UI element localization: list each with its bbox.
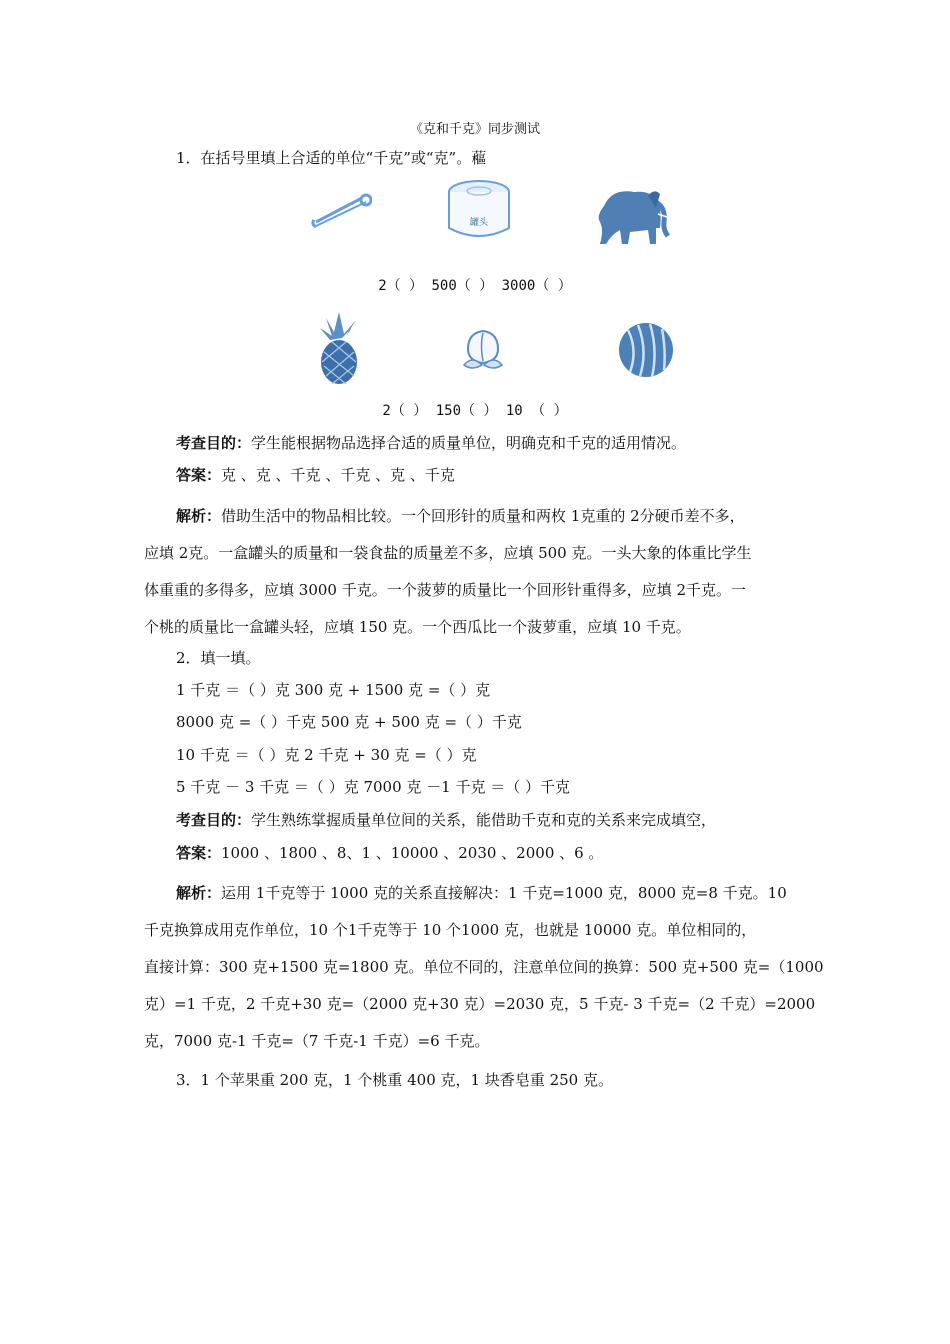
q2-answer-text: 1000 、1800 、8、1 、10000 、2030 、2000 、6 。 xyxy=(221,844,604,862)
page-title: 《克和千克》同步测试 xyxy=(409,122,540,137)
q2-purpose-text: 学生熟练掌握质量单位间的关系，能借助千克和克的关系来完成填空， xyxy=(251,811,717,829)
q2-item: 8000 克 =（ ）千克 500 克 + 500 克 =（ ）千克 xyxy=(176,713,522,731)
q1-analysis-text: 借助生活中的物品相比较。一个回形针的质量和两枚 1克重的 2分硬币差不多， xyxy=(221,507,745,525)
q1-analysis-line: 个桃的质量比一盒罐头轻，应填 150 克。一个西瓜比一个菠萝重，应填 10 千克。 xyxy=(144,618,691,636)
q1-row2-caption: 2（ ） 150（ ） 10 （ ） xyxy=(382,403,568,419)
q1-analysis-label: 解析： xyxy=(176,507,222,525)
q1-purpose xyxy=(176,432,686,453)
q1-purpose-text: 学生能根据物品选择合适的质量单位，明确克和千克的适用情况。 xyxy=(251,434,687,452)
q2-analysis-line xyxy=(176,882,787,903)
q2-item: 1 千克 ＝（ ）克 300 克 + 1500 克 =（ ）克 xyxy=(176,681,491,699)
q1-analysis-line: 应填 2克。一盒罐头的质量和一袋食盐的质量差不多，应填 500 克。一头大象的体重比学生 xyxy=(144,544,752,562)
q2-analysis-line: 千克换算成用克作单位，10 个1千克等于 10 个1000 克，也就是 10000 克。单位相同的， xyxy=(144,921,757,939)
peach-icon xyxy=(458,325,508,373)
q2-purpose-label: 考查目的： xyxy=(176,811,252,829)
q1-answer-label: 答案： xyxy=(176,466,222,484)
can-label: 罐头 xyxy=(469,218,489,228)
can-icon xyxy=(443,178,515,244)
watermelon-icon xyxy=(616,320,676,380)
q1-row1-caption: 2（ ） 500（ ） 3000（ ） xyxy=(378,278,572,294)
q2-answer-label: 答案： xyxy=(176,844,222,862)
q1-prompt: 1．在括号里填上合适的单位“千克”或“克”。藲 xyxy=(176,149,487,167)
pineapple-icon xyxy=(312,310,366,386)
q1-purpose-label: 考查目的： xyxy=(176,434,252,452)
q2-analysis-label: 解析： xyxy=(176,884,222,902)
q1-answer-text: 克 、克 、千克 、千克 、克 、千克 xyxy=(221,466,455,484)
q2-prompt: 2．填一填。 xyxy=(176,649,261,667)
q3-prompt: 3．1 个苹果重 200 克，1 个桃重 400 克，1 块香皂重 250 克。 xyxy=(176,1071,613,1089)
q2-analysis-line: 克）=1 千克，2 千克+30 克=（2000 克+30 克）=2030 克，5 千克- 3 千克=（2 千克）=2000 xyxy=(144,995,816,1013)
q1-analysis-line: 体重重的多得多，应填 3000 千克。一个菠萝的质量比一个回形针重得多，应填 2千克。一 xyxy=(144,581,747,599)
safety-pin-icon xyxy=(310,190,372,230)
q2-item: 10 千克 ＝（ ）克 2 千克 + 30 克 =（ ）克 xyxy=(176,746,477,764)
q2-purpose xyxy=(176,809,716,830)
q2-item: 5 千克 － 3 千克 ＝（ ）克 7000 克 －1 千克 ＝（ ）千克 xyxy=(176,778,571,796)
q2-analysis-text: 运用 1千克等于 1000 克的关系直接解决：1 千克=1000 克，8000 克=8 千克。10 xyxy=(221,884,787,902)
q1-answer xyxy=(176,464,455,485)
q1-analysis-line xyxy=(176,505,745,526)
q2-analysis-line: 克，7000 克-1 千克=（7 千克-1 千克）=6 千克。 xyxy=(144,1032,490,1050)
q2-analysis-line: 直接计算：300 克+1500 克=1800 克。单位不同的，注意单位间的换算：500 克+500 克=（1000 xyxy=(144,958,824,976)
q2-answer xyxy=(176,842,603,863)
elephant-icon xyxy=(590,178,672,250)
